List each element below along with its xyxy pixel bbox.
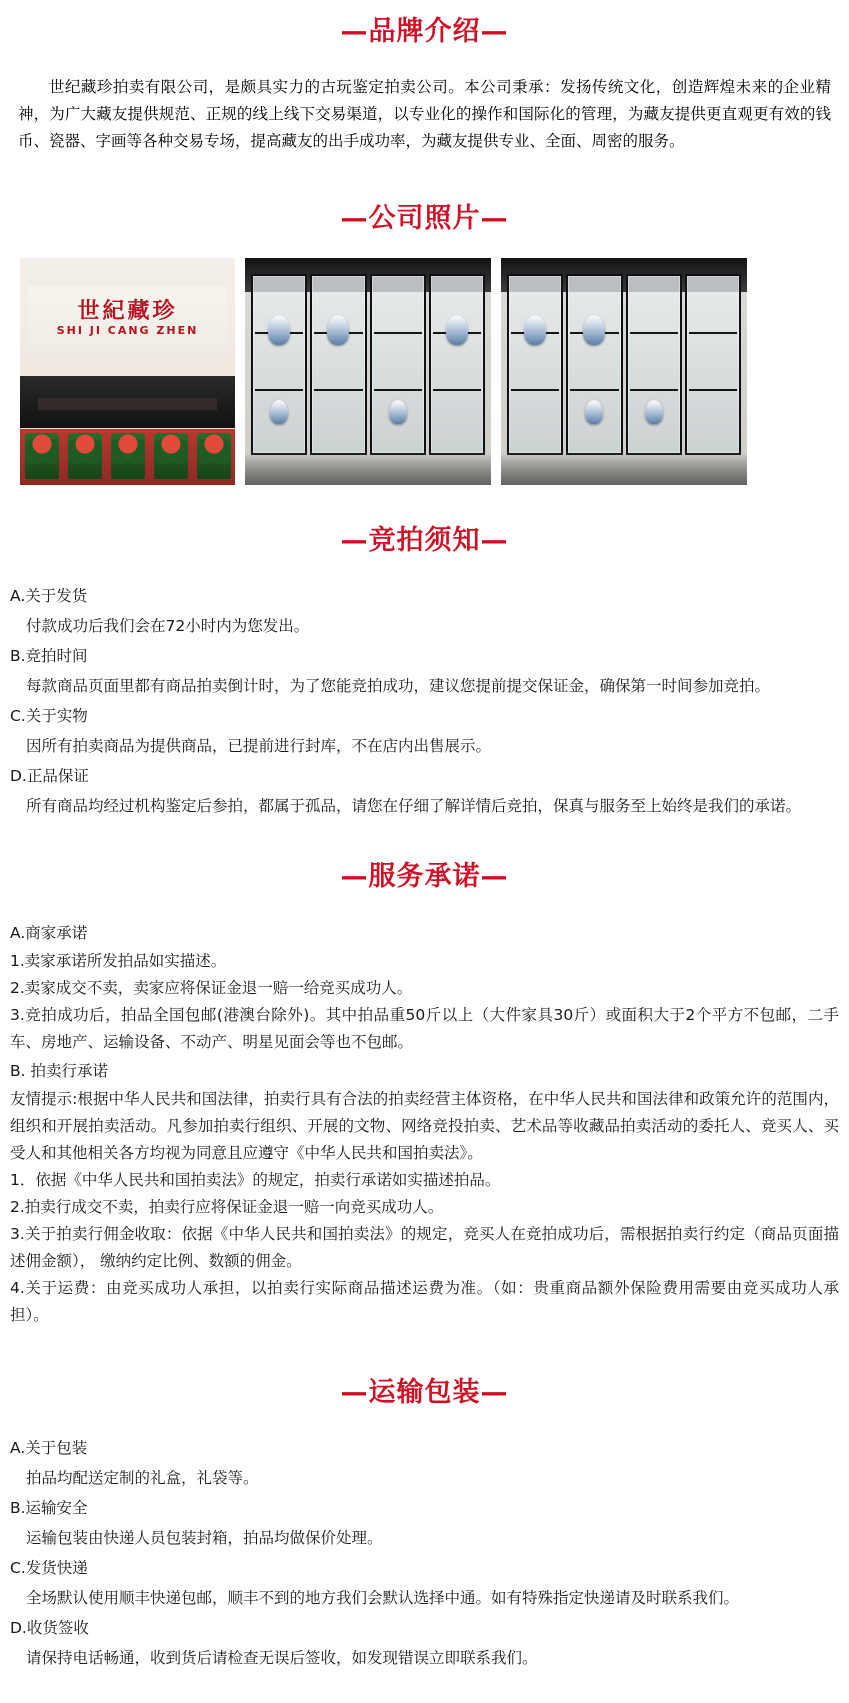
vase-icon [268,315,290,345]
bottom-spacer [0,1673,849,1703]
shipping-item-detail: 请保持电话畅通，收到货后请检查无误后签收，如发现错误立即联系我们。 [26,1648,538,1667]
lobby-plants [20,425,235,479]
vase-icon [645,400,663,424]
merchant-promise-heading: A.商家承诺 [10,923,88,942]
notice-item-detail: 因所有拍卖商品为提供商品，已提前进行封库，不在店内出售展示。 [26,737,492,756]
vase-icon [389,400,407,424]
notice-item-lead: C.关于实物 [10,707,88,726]
auction-promise-heading: B. 拍卖行承诺 [10,1061,108,1080]
vase-icon [583,315,605,345]
shipping-item-lead: D.收货签收 [10,1618,89,1637]
shipping-item-lead: B.运输安全 [10,1498,88,1517]
auction-promise-item: 1．依据《中华人民共和国拍卖法》的规定，拍卖行承诺如实描述拍品。 [10,1170,501,1189]
display-case [310,274,366,455]
shipping-item-detail: 运输包装由快递人员包装封箱，拍品均做保价处理。 [26,1528,383,1547]
display-case [429,274,485,455]
shipping-list [0,1433,849,1673]
vase-icon [524,315,546,345]
vase-icon [585,400,603,424]
plant-icon [111,433,145,479]
shipping-item-detail: 全场默认使用顺丰快递包邮，顺丰不到的地方我们会默认选择中通。如有特殊指定快递请及时联系我们。 [26,1588,740,1607]
showroom-photo-2 [501,258,747,485]
plant-icon [197,433,231,479]
display-case [507,274,563,455]
brand-intro-paragraph: 世纪藏珍拍卖有限公司，是颇具实力的古玩鉴定拍卖公司。本公司秉承：发扬传统文化，创造辉煌未来的企业精神，为广大藏友提供规范、正规的线上线下交易渠道，以专业化的操作和国际化的管理，为藏友提供更直观更有效的钱币、瓷器、字画等各种交易专场，提高藏友的出手成功率，为藏友提供专业、全面、周密的服务。 [18,78,831,151]
notice-item-detail: 每款商品页面里都有商品拍卖倒计时，为了您能竞拍成功，建议您提前提交保证金，确保第一时间参加竞拍。 [26,677,771,696]
shipping-item-lead: A.关于包装 [10,1438,88,1457]
display-case [370,274,426,455]
section-title-photos: —公司照片— [340,203,509,235]
auction-promise-item: 2.拍卖行成交不卖，拍卖行应将保证金退一赔一向竞买成功人。 [10,1197,444,1216]
display-case [626,274,682,455]
notice-list [0,581,849,821]
notice-item-lead: D.正品保证 [10,767,89,786]
shipping-item-lead: C.发货快递 [10,1558,88,1577]
vase-icon [327,315,349,345]
floor-reflection [501,451,747,485]
notice-item-detail: 付款成功后我们会在72小时内为您发出。 [26,617,310,636]
vase-icon [446,315,468,345]
notice-item-detail: 所有商品均经过机构鉴定后参拍，都属于孤品，请您在仔细了解详情后竞拍，保真与服务至上始终是我们的承诺。 [26,797,802,816]
floor-reflection [245,451,491,485]
merchant-promise-item: 2.卖家成交不卖，卖家应将保证金退一赔一给竞买成功人。 [10,978,413,997]
lobby-logo-en: SHI JI CANG ZHEN [56,323,199,337]
merchant-promise-item: 1.卖家承诺所发拍品如实描述。 [10,951,227,970]
section-title-notice: —竞拍须知— [340,524,509,556]
vase-icon [270,400,288,424]
lobby-photo [20,258,235,485]
auction-promise-intro: 友情提示:根据中华人民共和国法律，拍卖行具有合法的拍卖经营主体资格，在中华人民共和国法律和政策允许的范围内，组织和开展拍卖活动。凡参加拍卖行组织、开展的文物、网络竞投拍卖、艺术品等收藏品拍卖活动的委托人、竞买人、买受人和其他相关各方均视为同意且应遵守《中华人民共和国拍卖法》。 [10,1089,839,1162]
promise-list [0,918,849,1329]
plant-icon [154,433,188,479]
section-title-brand: —品牌介绍— [340,16,509,47]
auction-promise-item: 3.关于拍卖行佣金收取：依据《中华人民共和国拍卖法》的规定，竞买人在竞拍成功后，需根据拍卖行约定（商品页面描述佣金额）， 缴纳约定比例、数额的佣金。 [10,1224,839,1270]
lobby-counter-face [38,398,217,410]
plant-icon [25,433,59,479]
showroom-photo-1 [245,258,491,485]
section-title-promise: —服务承诺— [340,861,509,893]
merchant-promise-item: 3.竞拍成功后，拍品全国包邮(港澳台除外)。其中拍品重50斤以上（大件家具30斤）或面积大于2个平方不包邮，二手车、房地产、运输设备、不动产、明星见面会等也不包邮。 [10,1005,839,1051]
notice-item-lead: B.竞拍时间 [10,647,88,666]
section-title-shipping: —运输包装— [340,1376,509,1408]
plant-icon [68,433,102,479]
auction-promise-item: 4.关于运费：由竞买成功人承担，以拍卖行实际商品描述运费为准。（如：贵重商品额外保险费用需要由竞买成功人承担）。 [10,1278,839,1324]
lobby-logo-cn: 世紀藏珍 [77,298,178,324]
display-case [685,274,741,455]
display-case [251,274,307,455]
shipping-item-detail: 拍品均配送定制的礼盒，礼袋等。 [26,1468,259,1487]
display-case [566,274,622,455]
notice-item-lead: A.关于发货 [10,587,88,606]
company-photo-strip [0,258,849,485]
